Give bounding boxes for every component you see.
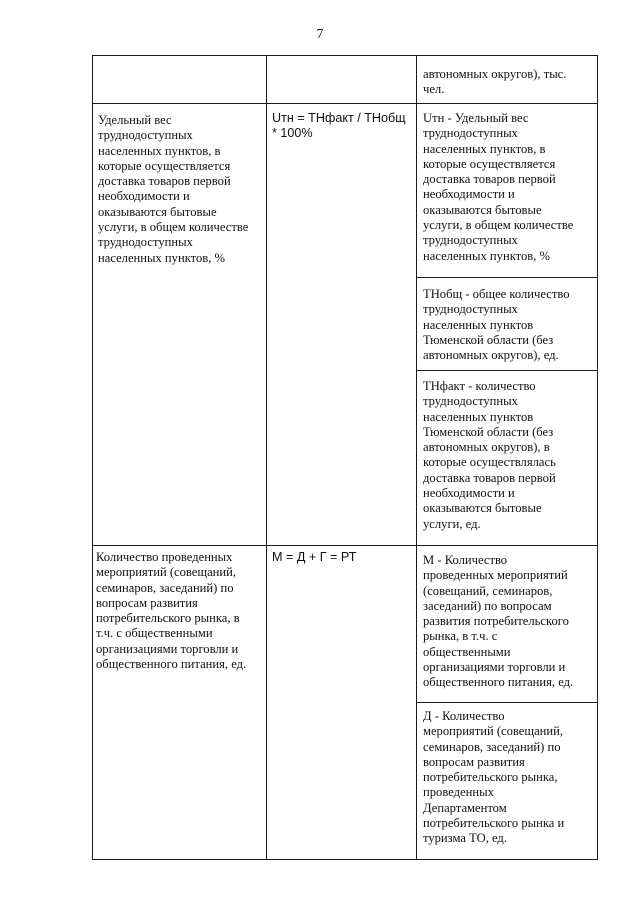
- table-border-col2: [266, 55, 267, 860]
- row-divider-1: [92, 103, 598, 104]
- table-border-top: [92, 55, 598, 56]
- definition-cell: Д - Количество мероприятий (совещаний, семинаров, заседаний) по вопросам развития потребительского рынка, проведенных Департаментом потребительского рынка и туризма ТО, ед.: [423, 709, 565, 846]
- definition-cell: автономных округов), тыс. чел.: [423, 67, 567, 97]
- subrow-divider-1: [416, 277, 598, 278]
- definition-cell: Uтн - Удельный вес труднодоступных населенных пунктов, в которые осуществляется доставка товаров первой необходимости и оказываются бытовые услуги, в общем количестве труднодоступных населенных пунктов, %: [423, 111, 574, 263]
- table-border-right: [597, 55, 598, 860]
- indicator-cell: Удельный вес труднодоступных населенных пунктов, в которые осуществляется доставка товаров первой необходимости и оказываются бытовые услуги, в общем количестве труднодоступных населенных пунктов, %: [98, 113, 249, 265]
- definition-cell: М - Количество проведенных мероприятий (совещаний, семинаров, заседаний) по вопросам развития потребительского рынка, в т.ч. с общественными организациями торговли и общественного питания, ед.: [423, 553, 574, 690]
- subrow-divider-3: [416, 702, 598, 703]
- formula-cell: М = Д + Г = РТ: [272, 550, 357, 564]
- page-number: 7: [316, 27, 324, 42]
- table-border-left: [92, 55, 93, 860]
- row-divider-2: [92, 545, 598, 546]
- subrow-divider-2: [416, 370, 598, 371]
- table-border-col3: [416, 55, 417, 860]
- table-border-bottom: [92, 859, 598, 860]
- indicator-cell: Количество проведенных мероприятий (совещаний, семинаров, заседаний) по вопросам развития потребительского рынка, в т.ч. с общественными организациями торговли и общественного питания, ед.: [96, 550, 247, 672]
- definition-cell: ТНобщ - общее количество труднодоступных населенных пунктов Тюменской области (без автономных округов), ед.: [423, 287, 570, 363]
- formula-cell: Uтн = ТНфакт / ТНобщ * 100%: [272, 111, 406, 141]
- definition-cell: ТНфакт - количество труднодоступных населенных пунктов Тюменской области (без автономных округов), в которые осуществлялась доставка товаров первой необходимости и оказываются бытовые услуги, ед.: [423, 379, 556, 531]
